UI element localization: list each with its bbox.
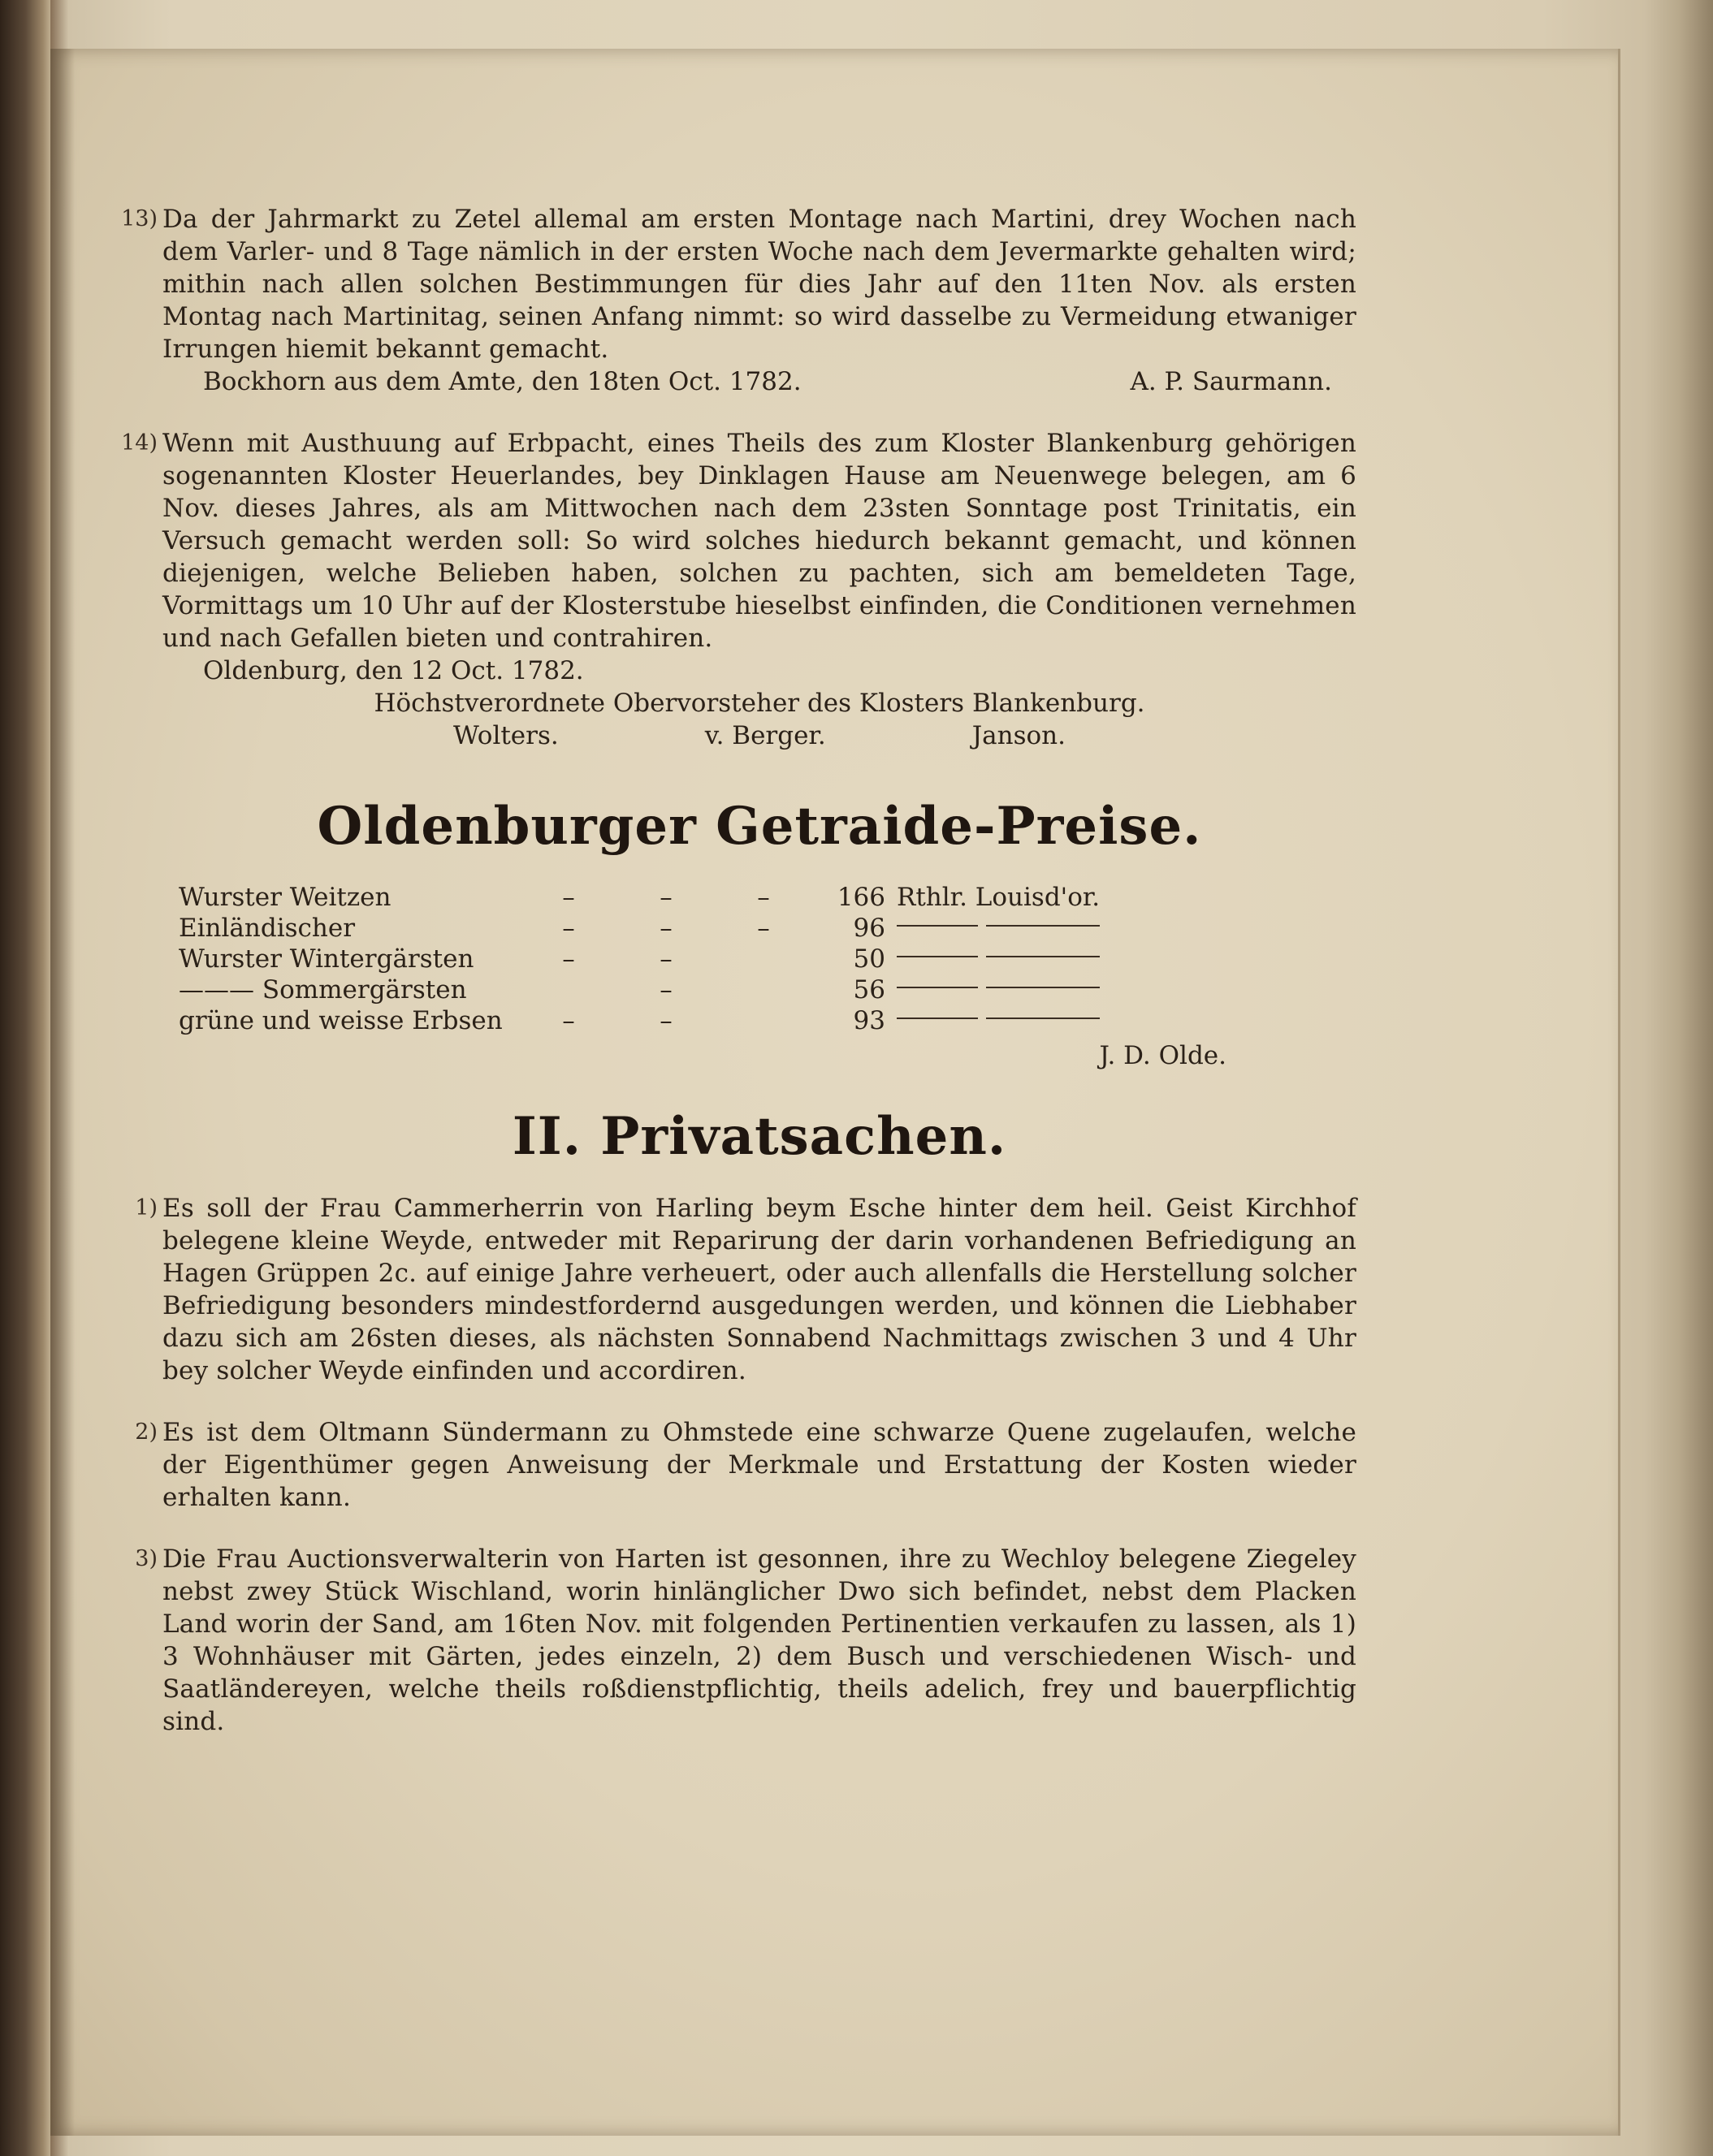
notice-number: 14) [121,430,158,456]
notice-number: 2) [135,1419,158,1445]
notice-text: Es soll der Frau Cammerherrin von Harling beym Esche hinter dem heil. Geist Kirchhof belegene kleine Weyde, entweder mit Reparirung der darin vorhandenen Befriedigung an Hagen Grüppen 2c. auf einige Jahre verheuert, oder auch allenfalls die Herstellung solcher Befriedigung besonders mindestfordernd ausgedungen werden, und können die Liebhaber dazu sich am 26sten dieses, als nächsten Sonnabend Nachmittags zwischen 3 und 4 Uhr bey solcher Weyde einfinden und accordiren. [162,1194,1356,1385]
grain-name: Einländischer [179,914,356,943]
grain-name: ——— Sommergärsten [179,975,467,1005]
price-value: 96 [853,914,885,943]
ditto-rule [986,1018,1100,1019]
private-notice-3 [135,1543,1356,1738]
prices-heading: Oldenburger Getraide-Preise. [317,796,1202,857]
notice-signers [162,719,1356,752]
grain-name: grüne und weisse Erbsen [179,1006,503,1035]
notice-text: Da der Jahrmarkt zu Zetel allemal am ersten Montage nach Martini, drey Wochen nach dem Varler- und 8 Tage nämlich in der ersten Woche nach dem Jevermarkte gehalten wird; mithin nach allen solchen Bestimmungen für dies Jahr auf den 11ten Nov. als ersten Montag nach Martinitag, seinen Anfang nimmt: so wird dasselbe zu Vermeidung etwaniger Irrungen hiemit bekannt gemacht. [162,205,1356,364]
price-unit [897,913,1226,944]
notice-signer: A. P. Saurmann. [1130,367,1332,396]
price-value: 93 [853,1006,885,1035]
previous-page-edge [0,0,50,2156]
notice-text: Die Frau Auctionsverwalterin von Harten ist gesonnen, ihre zu Wechloy belegene Ziegeley nebst zwey Stück Wischland, worin hinlänglicher Dwo sich befindet, nebst dem Placken Land worin der Sand, am 16ten Nov. mit folgenden Pertinentien verkaufen zu lassen, als 1) 3 Wohnhäuser mit Gärten, jedes einzeln, 2) dem Busch und verschiedenen Wisch- und Saatländereyen, welche theils roßdienstpflichtig, theils adelich, frey und bauerpflichtig sind. [162,1545,1356,1736]
price-row [179,913,1226,944]
leader-dash: – [562,944,575,974]
grain-name: Wurster Weitzen [179,883,391,912]
ditto-rule [897,987,978,988]
price-unit: Rthlr. Louisd'or. [897,883,1101,912]
notice-number: 3) [135,1546,158,1571]
private-section-heading: II. Privatsachen. [512,1106,1007,1167]
price-value: 166 [837,883,885,912]
leader-dash: – [562,883,575,912]
notice-place-date: Oldenburg, den 12 Oct. 1782. [203,656,584,685]
ditto-rule [897,956,978,957]
leader-dash [520,974,617,1005]
page-content [121,203,1356,1767]
signer-name: v. Berger. [704,721,826,750]
leader-dash [715,1005,812,1036]
ditto-rule [986,987,1100,988]
leader-dash: – [660,883,673,912]
notice-14 [121,427,1356,752]
price-unit [897,974,1226,1005]
notice-13 [121,203,1356,398]
grain-prices-table [179,882,1226,1036]
notice-number: 1) [135,1195,158,1221]
price-unit [897,1005,1226,1036]
leader-dash: – [757,914,770,943]
leader-dash [715,974,812,1005]
price-row [179,974,1226,1005]
notice-text: Es ist dem Oltmann Sündermann zu Ohmstede eine schwarze Quene zugelaufen, welche der Eigenthümer gegen Anweisung der Merkmale und Erstattung der Kosten wieder erhalten kann. [162,1418,1356,1512]
signer-name: Wolters. [453,721,559,750]
price-value: 56 [853,975,885,1005]
leader-dash: – [562,914,575,943]
private-notice-1 [135,1192,1356,1387]
grain-name: Wurster Wintergärsten [179,944,474,974]
leader-dash: – [562,1006,575,1035]
price-row [179,882,1226,913]
notice-place-date: Bockhorn aus dem Amte, den 18ten Oct. 1782. [203,367,802,396]
leader-dash: – [660,975,673,1005]
leader-dash: – [757,883,770,912]
signer-name: Janson. [971,721,1066,750]
ditto-rule [897,1018,978,1019]
notice-number: 13) [121,206,158,231]
ditto-rule [986,925,1100,927]
page-spine-shadow [50,49,75,2136]
leader-dash [715,944,812,974]
ditto-rule [897,925,978,927]
price-row [179,944,1226,974]
private-notice-2 [135,1416,1356,1514]
price-row [179,1005,1226,1036]
notice-text: Wenn mit Austhuung auf Erbpacht, eines Theils des zum Kloster Blankenburg gehörigen sogenannten Kloster Heuerlandes, bey Dinklagen Hause am Neuenwege belegen, am 6 Nov. dieses Jahres, als am Mittwochen nach dem 23sten Sonntage post Trinitatis, ein Versuch gemacht werden soll: So wird solches hiedurch bekannt gemacht, und können diejenigen, welche Belieben haben, solchen zu pachten, sich am bemeldeten Tage, Vormittags um 10 Uhr auf der Klosterstube hieselbst einfinden, die Conditionen vernehmen und nach Gefallen bieten und contrahiren. [162,429,1356,653]
ditto-rule [986,956,1100,957]
leader-dash: – [660,944,673,974]
leader-dash: – [660,914,673,943]
notice-office: Höchstverordnete Obervorsteher des Klosters Blankenburg. [374,689,1145,718]
leader-dash: – [660,1006,673,1035]
price-value: 50 [853,944,885,974]
notice-signature-line [162,365,1356,398]
price-unit [897,944,1226,974]
prices-signer: J. D. Olde. [1099,1041,1226,1070]
